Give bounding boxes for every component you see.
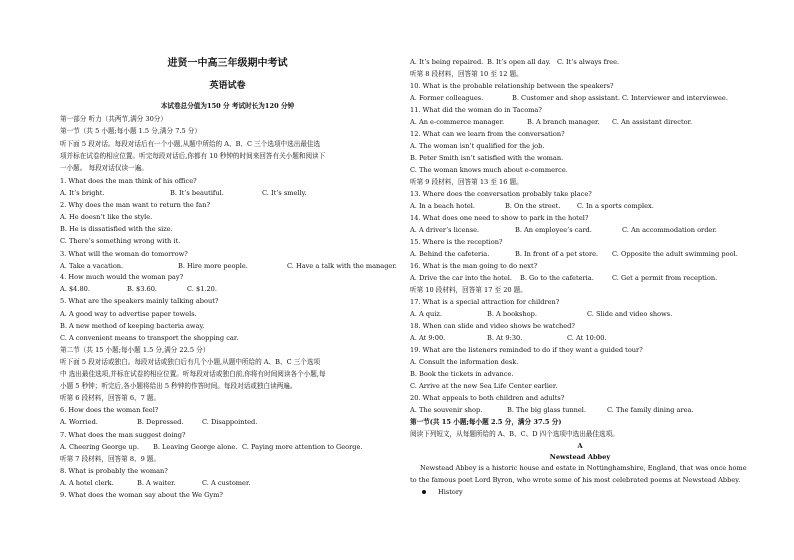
material-heading: 听第 7 段材料，回答第 8、9 题。 bbox=[60, 455, 161, 463]
question-16: 16. What is the man going to do next? bbox=[410, 262, 538, 270]
option-7a: A. Cheering George up. bbox=[60, 443, 139, 451]
exam-title: 进贤一中高三年级期中考试 bbox=[167, 58, 288, 69]
option-18b: B. At 9:30. bbox=[487, 334, 523, 342]
question-2: 2. Why does the man want to return the fan? bbox=[60, 201, 211, 209]
option-20b: B. The big glass tunnel. bbox=[507, 406, 586, 414]
option-13c: C. In a sports complex. bbox=[577, 202, 654, 210]
question-1: 1. What does the man think of his office? bbox=[60, 177, 197, 185]
option-15b: B. In front of a pet store. bbox=[515, 250, 599, 258]
option-14a: A. A driver’s license. bbox=[410, 226, 480, 234]
material-heading: 听第 8 段材料，回答第 10 至 12 题。 bbox=[410, 70, 523, 78]
option-9a: A. It’s being repaired. bbox=[410, 58, 484, 66]
option-4b: B. $3.60. bbox=[127, 285, 158, 293]
option-4c: C. $1.20. bbox=[187, 285, 217, 293]
question-13: 13. Where does the conversation probably take place? bbox=[410, 190, 592, 198]
option-16b: B. Go to the cafeteria. bbox=[520, 274, 594, 282]
option-2b: B. He is dissatisfied with the size. bbox=[60, 225, 173, 233]
section2-instruction-line: 小题 5 秒钟；听完后,各小题将给出 5 秒钟的作答时间。每段对话或独白读两遍。 bbox=[60, 382, 297, 390]
question-14: 14. What does one need to show to park in the hotel? bbox=[410, 214, 589, 222]
passage-title: Newstead Abbey bbox=[549, 453, 611, 461]
material-heading: 听第 9 段材料，回答第 13 至 16 题。 bbox=[410, 178, 523, 186]
option-17a: A. A quiz. bbox=[410, 310, 442, 318]
option-14c: C. An accommodation order. bbox=[622, 226, 717, 234]
option-1b: B. It’s beautiful. bbox=[170, 189, 224, 197]
option-19b: B. Book the tickets in advance. bbox=[410, 370, 514, 378]
bullet-history: History bbox=[438, 488, 463, 496]
option-12b: B. Peter Smith isn’t satisfied with the woman. bbox=[410, 154, 564, 162]
section2-instruction-line: 中 选出最佳选项,并标在试卷的相应位置。听每段对话或独白前,你将有时间阅读各个小题,每 bbox=[60, 370, 326, 378]
question-11: 11. What did the woman do in Tacoma? bbox=[410, 106, 542, 114]
question-8: 8. What is probably the woman? bbox=[60, 467, 168, 475]
option-13a: A. In a beach hotel. bbox=[410, 202, 475, 210]
material-heading: 听第 10 段材料，回答第 17 至 20 题。 bbox=[410, 286, 527, 294]
question-19: 19. What are the listeners reminded to do if they want a guided tour? bbox=[410, 346, 643, 354]
section1-instruction-line: 听下面 5 段对话。每段对话后有一个小题,从题中所给的 A、B、C 三个选项中选出最佳选 bbox=[60, 140, 321, 148]
question-12: 12. What can we learn from the conversation? bbox=[410, 130, 565, 138]
option-4a: A. $4.80. bbox=[60, 285, 90, 293]
section2-heading: 第二节（共 15 小题;每小题 1.5 分,满分 22.5 分） bbox=[60, 346, 210, 354]
option-17c: C. Slide and video shows. bbox=[587, 310, 673, 318]
material-heading: 听第 6 段材料，回答第 6、7 题。 bbox=[60, 394, 161, 402]
option-8c: C. A customer. bbox=[202, 479, 251, 487]
option-16a: A. Drive the car into the hotel. bbox=[410, 274, 512, 282]
option-1c: C. It’s smelly. bbox=[262, 189, 307, 197]
section2-instruction-line: 听下面 5 段对话或独白。每段对话或独白后有几个小题,从题中所给的 A、B、C 三个选项 bbox=[60, 358, 321, 366]
option-9c: C. It’s always free. bbox=[557, 58, 620, 66]
question-17: 17. What is a special attraction for children? bbox=[410, 298, 560, 306]
option-18c: C. At 10:00. bbox=[567, 334, 607, 342]
option-8a: A. A hotel clerk. bbox=[60, 479, 114, 487]
section1-instruction-line: 项并标在试卷的相应位置。听完每段对话后,你都有 10 秒钟的时间来回答有关小题和阅读下 bbox=[60, 152, 326, 160]
option-18a: A. At 9:00. bbox=[410, 334, 446, 342]
question-6: 6. How does the woman feel? bbox=[60, 406, 159, 414]
section1-instruction-line: 一小题。 每段对话仅读一遍。 bbox=[60, 164, 148, 172]
option-10a: A. Former colleagues. bbox=[410, 94, 484, 102]
option-15a: A. Behind the cafeteria. bbox=[410, 250, 490, 258]
exam-note: 本试卷总分值为150 分 考试时长为120 分钟 bbox=[160, 102, 295, 110]
part1-heading: 第一部分 听力（共两节,满分 30分） bbox=[60, 115, 167, 123]
option-19c: C. Arrive at the new Sea Life Center earlier. bbox=[410, 382, 558, 390]
part2-heading: 第一节(共 15 小题;每小题 2.5 分，满分 37.5 分) bbox=[410, 418, 562, 426]
passage-line: Newstead Abbey is a historic house and estate in Nottinghamshire, England, that was once home bbox=[420, 464, 747, 472]
option-17b: B. A bookshop. bbox=[487, 310, 537, 318]
passage-letter: A bbox=[577, 442, 583, 450]
option-5c: C. A convenient means to transport the shopping car. bbox=[60, 334, 239, 342]
question-10: 10. What is the probable relationship between the speakers? bbox=[410, 82, 614, 90]
question-15: 15. Where is the reception? bbox=[410, 238, 503, 246]
option-20c: C. The family dining area. bbox=[607, 406, 694, 414]
option-6a: A. Worried. bbox=[60, 418, 98, 426]
section1-heading: 第一节（共 5 小题;每小题 1.5 分,满分 7.5 分） bbox=[60, 127, 201, 135]
option-11b: B. A branch manager. bbox=[527, 118, 600, 126]
option-3a: A. Take a vacation. bbox=[60, 262, 124, 270]
option-10c: C. Interviewer and interviewee. bbox=[622, 94, 728, 102]
option-12c: C. The woman knows much about e-commerce. bbox=[410, 166, 568, 174]
part2-instruction: 阅读下列短文，从每题所给的 A、B、C、D 四个选项中选出最佳选项。 bbox=[410, 430, 619, 438]
option-7c: C. Paying more attention to George. bbox=[242, 443, 363, 451]
option-2a: A. He doesn’t like the style. bbox=[60, 213, 153, 221]
option-3c: C. Have a talk with the manager. bbox=[287, 262, 397, 270]
question-5: 5. What are the speakers mainly talking about? bbox=[60, 297, 219, 305]
option-9b: B. It’s open all day. bbox=[487, 58, 551, 66]
option-14b: B. An employee’s card. bbox=[515, 226, 592, 234]
question-4: 4. How much would the woman pay? bbox=[60, 273, 184, 281]
option-5a: A. A good way to advertise paper towels. bbox=[60, 310, 197, 318]
option-1a: A. It’s bright. bbox=[60, 189, 105, 197]
option-20a: A. The souvenir shop. bbox=[410, 406, 483, 414]
question-18: 18. When can slide and video shows be watched? bbox=[410, 322, 575, 330]
passage-line: to the famous poet Lord Byron, who wrote some of his most celebrated poems at Newstead Abbey. bbox=[410, 476, 741, 484]
option-10b: B. Customer and shop assistant. bbox=[512, 94, 620, 102]
option-19a: A. Consult the information desk. bbox=[410, 358, 519, 366]
option-6b: B. Depressed. bbox=[137, 418, 184, 426]
option-16c: C. Get a permit from reception. bbox=[612, 274, 718, 282]
option-15c: C. Opposite the adult swimming pool. bbox=[612, 250, 738, 258]
question-7: 7. What does the man suggest doing? bbox=[60, 431, 186, 439]
exam-subtitle: 英语试卷 bbox=[209, 81, 246, 91]
question-3: 3. What will the woman do tomorrow? bbox=[60, 250, 188, 258]
option-2c: C. There’s something wrong with it. bbox=[60, 237, 181, 245]
question-20: 20. What appeals to both children and adults? bbox=[410, 394, 565, 402]
option-5b: B. A new method of keeping bacteria away. bbox=[60, 322, 205, 330]
option-11c: C. An assistant director. bbox=[612, 118, 693, 126]
bullet-dot-icon bbox=[422, 490, 426, 494]
option-6c: C. Disappointed. bbox=[202, 418, 258, 426]
option-3b: B. Hire more people. bbox=[178, 262, 248, 270]
option-13b: B. On the street. bbox=[505, 202, 561, 210]
option-7b: B. Leaving George alone. bbox=[153, 443, 238, 451]
question-9: 9. What does the woman say about the We Gym? bbox=[60, 491, 223, 499]
option-12a: A. The woman isn’t qualified for the job. bbox=[410, 142, 545, 150]
option-11a: A. An e-commerce manager. bbox=[410, 118, 505, 126]
option-8b: B. A waiter. bbox=[137, 479, 176, 487]
